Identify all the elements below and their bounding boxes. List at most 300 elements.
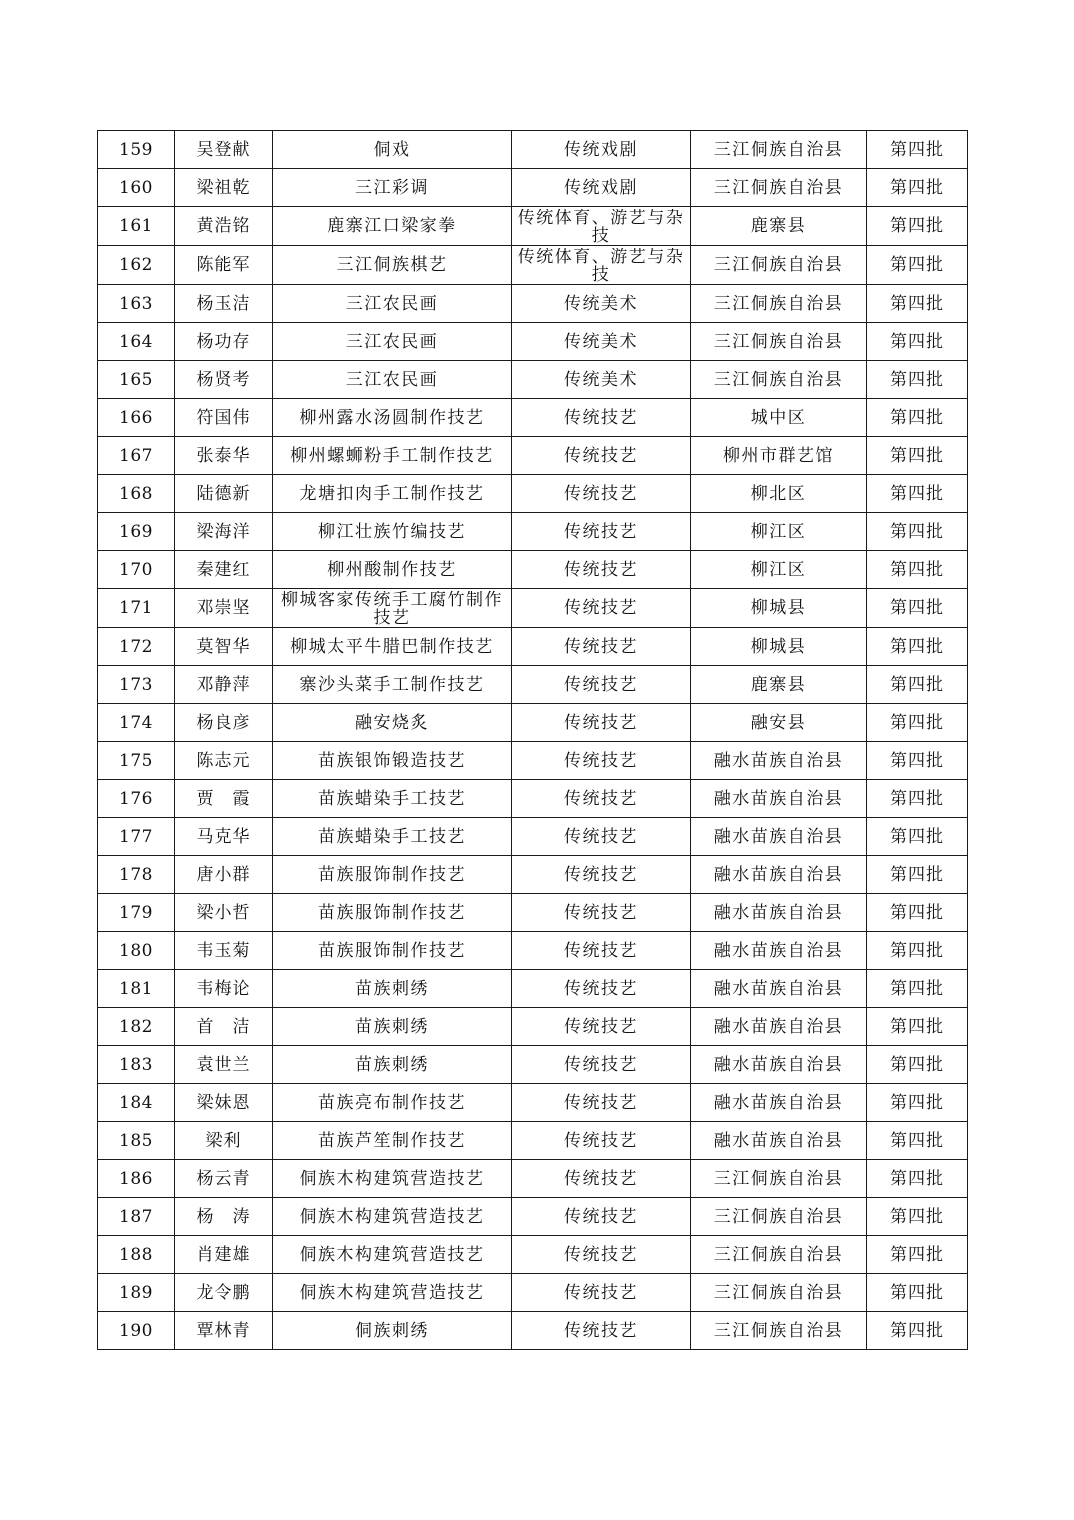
category-cell	[512, 932, 691, 970]
row-number-cell	[98, 818, 175, 856]
applying-unit-cell-text: 三江侗族自治县	[713, 1320, 844, 1341]
applying-unit-cell	[691, 207, 867, 246]
row-number-cell-text: 181	[119, 978, 153, 999]
applying-unit-cell	[691, 856, 867, 894]
row-number-cell	[98, 1160, 175, 1198]
category-cell	[512, 399, 691, 437]
batch-cell	[867, 894, 968, 932]
applying-unit-cell	[691, 1160, 867, 1198]
project-name-cell-text: 苗族银饰锻造技艺	[318, 750, 466, 771]
project-name-cell	[273, 1274, 512, 1312]
row-number-cell-text: 186	[119, 1168, 153, 1189]
project-name-cell-text: 苗族亮布制作技艺	[318, 1092, 466, 1113]
applying-unit-cell	[691, 399, 867, 437]
project-name-cell	[273, 1008, 512, 1046]
category-cell	[512, 780, 691, 818]
applying-unit-cell	[691, 1046, 867, 1084]
batch-cell-text: 第四批	[890, 216, 944, 236]
inheritor-name-cell	[175, 589, 273, 628]
inheritor-name-cell	[175, 1084, 273, 1122]
batch-cell	[867, 285, 968, 323]
row-number-cell-text: 190	[119, 1320, 153, 1341]
batch-cell-text: 第四批	[890, 864, 944, 885]
category-cell	[512, 1122, 691, 1160]
category-cell-text: 传统技艺	[564, 978, 638, 999]
row-number-cell-text: 165	[119, 369, 153, 390]
batch-cell	[867, 323, 968, 361]
row-number-cell	[98, 399, 175, 437]
row-number-cell-text: 174	[119, 712, 153, 733]
project-name-cell-text: 苗族刺绣	[355, 1054, 429, 1075]
table-row	[98, 704, 968, 742]
applying-unit-cell	[691, 513, 867, 551]
batch-cell	[867, 475, 968, 513]
project-name-cell-text: 侗族木构建筑营造技艺	[299, 1206, 485, 1227]
row-number-cell-text: 163	[119, 293, 153, 314]
project-name-cell-text: 苗族蜡染手工技艺	[318, 826, 466, 847]
category-cell	[512, 207, 691, 246]
applying-unit-cell	[691, 361, 867, 399]
category-cell-text: 传统戏剧	[564, 139, 638, 160]
project-name-cell	[273, 246, 512, 285]
row-number-cell	[98, 285, 175, 323]
category-cell-text: 传统技艺	[564, 559, 638, 580]
batch-cell-text: 第四批	[890, 674, 944, 695]
inheritor-name-cell	[175, 323, 273, 361]
applying-unit-cell-text: 融水苗族自治县	[713, 864, 844, 885]
project-name-cell-text: 柳江壮族竹编技艺	[318, 521, 466, 542]
applying-unit-cell	[691, 932, 867, 970]
inheritor-name-cell	[175, 818, 273, 856]
category-cell-text: 传统技艺	[564, 674, 638, 695]
category-cell	[512, 131, 691, 169]
table-row	[98, 131, 968, 169]
project-name-cell-text: 三江农民画	[345, 293, 439, 314]
project-name-cell	[273, 285, 512, 323]
batch-cell	[867, 361, 968, 399]
table-row	[98, 780, 968, 818]
batch-cell-text: 第四批	[890, 1130, 944, 1151]
inheritor-name-cell-text: 覃林青	[196, 1320, 251, 1341]
row-number-cell	[98, 246, 175, 285]
inheritor-name-cell-text: 杨云青	[196, 1168, 251, 1189]
project-name-cell	[273, 1122, 512, 1160]
category-cell-text: 传统美术	[564, 369, 638, 390]
category-cell	[512, 246, 691, 285]
applying-unit-cell-text: 三江侗族自治县	[713, 1206, 844, 1227]
category-cell-text: 传统戏剧	[564, 177, 638, 198]
table-row	[98, 361, 968, 399]
category-cell	[512, 437, 691, 475]
applying-unit-cell	[691, 285, 867, 323]
inheritor-name-cell	[175, 131, 273, 169]
table-row	[98, 856, 968, 894]
row-number-cell	[98, 666, 175, 704]
row-number-cell-text: 185	[119, 1130, 153, 1151]
category-cell	[512, 856, 691, 894]
category-cell	[512, 704, 691, 742]
inheritor-name-cell-text: 陆德新	[196, 483, 251, 504]
category-cell-text: 传统技艺	[564, 902, 638, 923]
applying-unit-cell	[691, 475, 867, 513]
batch-cell	[867, 207, 968, 246]
batch-cell-text: 第四批	[890, 139, 944, 160]
inheritor-name-cell-text: 梁海洋	[196, 521, 251, 542]
category-cell	[512, 742, 691, 780]
project-name-cell	[273, 1236, 512, 1274]
row-number-cell	[98, 323, 175, 361]
project-name-cell-text: 侗族刺绣	[355, 1320, 429, 1341]
category-cell	[512, 970, 691, 1008]
row-number-cell	[98, 589, 175, 628]
applying-unit-cell-text: 鹿寨县	[750, 216, 807, 236]
row-number-cell	[98, 704, 175, 742]
project-name-cell	[273, 894, 512, 932]
table-row	[98, 1122, 968, 1160]
table-row	[98, 323, 968, 361]
inheritor-name-cell	[175, 894, 273, 932]
batch-cell	[867, 970, 968, 1008]
batch-cell-text: 第四批	[890, 788, 944, 809]
batch-cell	[867, 780, 968, 818]
applying-unit-cell	[691, 551, 867, 589]
row-number-cell	[98, 1274, 175, 1312]
applying-unit-cell-text: 融水苗族自治县	[713, 940, 844, 961]
project-name-cell-text: 融安烧炙	[355, 712, 429, 733]
category-cell-text: 传统技艺	[564, 712, 638, 733]
inheritor-name-cell-text: 马克华	[196, 826, 251, 847]
category-cell	[512, 475, 691, 513]
category-cell-text: 传统技艺	[564, 1016, 638, 1037]
category-cell	[512, 1312, 691, 1350]
table-row	[98, 285, 968, 323]
applying-unit-cell-text: 鹿寨县	[750, 674, 807, 695]
row-number-cell	[98, 742, 175, 780]
inheritor-name-cell	[175, 437, 273, 475]
batch-cell	[867, 628, 968, 666]
table-row	[98, 475, 968, 513]
inheritor-name-cell	[175, 361, 273, 399]
applying-unit-cell-text: 柳北区	[750, 483, 807, 504]
project-name-cell-text: 苗族蜡染手工技艺	[318, 788, 466, 809]
project-name-cell-text: 柳城太平牛腊巴制作技艺	[290, 636, 494, 657]
inheritor-name-cell-text: 陈能军	[196, 255, 251, 275]
batch-cell	[867, 399, 968, 437]
row-number-cell-text: 173	[119, 674, 153, 695]
batch-cell-text: 第四批	[890, 826, 944, 847]
row-number-cell-text: 160	[119, 177, 153, 198]
project-name-cell-text: 鹿寨江口梁家拳	[327, 216, 457, 236]
batch-cell-text: 第四批	[890, 978, 944, 999]
project-name-cell-text: 苗族服饰制作技艺	[318, 940, 466, 961]
table-row	[98, 1312, 968, 1350]
applying-unit-cell	[691, 742, 867, 780]
batch-cell	[867, 513, 968, 551]
row-number-cell	[98, 207, 175, 246]
category-cell-text: 传统技艺	[564, 788, 638, 809]
batch-cell-text: 第四批	[890, 1282, 944, 1303]
batch-cell	[867, 1236, 968, 1274]
row-number-cell-text: 176	[119, 788, 153, 809]
project-name-cell-text: 三江农民画	[345, 331, 439, 352]
row-number-cell-text: 178	[119, 864, 153, 885]
project-name-cell-text: 柳州酸制作技艺	[327, 559, 457, 580]
batch-cell	[867, 551, 968, 589]
inheritor-name-cell	[175, 399, 273, 437]
category-cell	[512, 818, 691, 856]
inheritor-name-cell	[175, 742, 273, 780]
batch-cell	[867, 246, 968, 285]
batch-cell-text: 第四批	[890, 1016, 944, 1037]
row-number-cell-text: 177	[119, 826, 153, 847]
applying-unit-cell-text: 融水苗族自治县	[713, 1016, 844, 1037]
category-cell-text: 传统技艺	[564, 1130, 638, 1151]
batch-cell-text: 第四批	[890, 177, 944, 198]
batch-cell	[867, 742, 968, 780]
batch-cell-text: 第四批	[890, 293, 944, 314]
category-cell-text: 传统技艺	[564, 598, 638, 618]
applying-unit-cell-text: 三江侗族自治县	[713, 331, 844, 352]
applying-unit-cell	[691, 628, 867, 666]
row-number-cell	[98, 780, 175, 818]
row-number-cell	[98, 437, 175, 475]
batch-cell	[867, 1160, 968, 1198]
row-number-cell	[98, 628, 175, 666]
applying-unit-cell	[691, 970, 867, 1008]
table-row	[98, 169, 968, 207]
table-row	[98, 513, 968, 551]
table-row	[98, 818, 968, 856]
row-number-cell-text: 187	[119, 1206, 153, 1227]
batch-cell-text: 第四批	[890, 1092, 944, 1113]
row-number-cell	[98, 131, 175, 169]
project-name-cell	[273, 1198, 512, 1236]
project-name-cell	[273, 437, 512, 475]
category-cell	[512, 285, 691, 323]
project-name-cell-text: 寨沙头菜手工制作技艺	[299, 674, 485, 695]
project-name-cell	[273, 1084, 512, 1122]
inheritor-name-cell	[175, 551, 273, 589]
project-name-cell	[273, 589, 512, 628]
applying-unit-cell-text: 融水苗族自治县	[713, 902, 844, 923]
applying-unit-cell	[691, 1312, 867, 1350]
category-cell-text: 传统技艺	[564, 1282, 638, 1303]
applying-unit-cell-text: 柳城县	[750, 598, 807, 618]
inheritor-name-cell	[175, 246, 273, 285]
inheritor-name-cell	[175, 1274, 273, 1312]
applying-unit-cell	[691, 169, 867, 207]
applying-unit-cell-text: 三江侗族自治县	[713, 369, 844, 390]
category-cell	[512, 628, 691, 666]
project-name-cell	[273, 169, 512, 207]
row-number-cell-text: 169	[119, 521, 153, 542]
category-cell	[512, 1046, 691, 1084]
row-number-cell	[98, 169, 175, 207]
inheritor-name-cell-text: 龙令鹏	[196, 1282, 251, 1303]
inheritor-name-cell-text: 贾 霞	[196, 788, 251, 809]
category-cell-text: 传统技艺	[564, 1092, 638, 1113]
inheritor-name-cell-text: 陈志元	[196, 750, 251, 771]
project-name-cell	[273, 780, 512, 818]
category-cell-text: 传统技艺	[564, 636, 638, 657]
inheritor-name-cell	[175, 932, 273, 970]
batch-cell-text: 第四批	[890, 521, 944, 542]
row-number-cell	[98, 932, 175, 970]
row-number-cell-text: 168	[119, 483, 153, 504]
applying-unit-cell	[691, 1274, 867, 1312]
row-number-cell	[98, 1198, 175, 1236]
inheritor-name-cell	[175, 1236, 273, 1274]
applying-unit-cell	[691, 131, 867, 169]
row-number-cell-text: 184	[119, 1092, 153, 1113]
row-number-cell-text: 171	[119, 598, 153, 618]
applying-unit-cell-text: 柳城县	[750, 636, 807, 657]
row-number-cell-text: 172	[119, 636, 153, 657]
inheritor-name-cell	[175, 513, 273, 551]
project-name-cell-text: 三江农民画	[345, 369, 439, 390]
project-name-cell	[273, 323, 512, 361]
applying-unit-cell	[691, 437, 867, 475]
inheritor-name-cell-text: 梁小哲	[196, 902, 251, 923]
batch-cell-text: 第四批	[890, 483, 944, 504]
batch-cell	[867, 1008, 968, 1046]
applying-unit-cell-text: 柳江区	[750, 521, 807, 542]
project-name-cell	[273, 513, 512, 551]
table-row	[98, 1236, 968, 1274]
batch-cell-text: 第四批	[890, 712, 944, 733]
table-row	[98, 894, 968, 932]
inheritor-table	[97, 130, 968, 1350]
applying-unit-cell-text: 融水苗族自治县	[713, 1130, 844, 1151]
table-row	[98, 628, 968, 666]
inheritor-name-cell-text: 杨良彦	[196, 712, 251, 733]
batch-cell-text: 第四批	[890, 636, 944, 657]
inheritor-name-cell-text: 黄浩铭	[196, 216, 251, 236]
table-row	[98, 1084, 968, 1122]
applying-unit-cell-text: 融水苗族自治县	[713, 826, 844, 847]
row-number-cell	[98, 361, 175, 399]
batch-cell-text: 第四批	[890, 445, 944, 466]
batch-cell-text: 第四批	[890, 750, 944, 771]
batch-cell	[867, 818, 968, 856]
inheritor-name-cell	[175, 704, 273, 742]
batch-cell	[867, 437, 968, 475]
batch-cell-text: 第四批	[890, 1054, 944, 1075]
applying-unit-cell-text: 融水苗族自治县	[713, 788, 844, 809]
inheritor-name-cell-text: 袁世兰	[196, 1054, 251, 1075]
category-cell-text: 传统技艺	[564, 750, 638, 771]
category-cell-text: 传统技艺	[564, 940, 638, 961]
applying-unit-cell	[691, 818, 867, 856]
table-row	[98, 1160, 968, 1198]
category-cell	[512, 1008, 691, 1046]
batch-cell-text: 第四批	[890, 1244, 944, 1265]
project-name-cell-text: 苗族芦笙制作技艺	[318, 1130, 466, 1151]
project-name-cell-text: 侗族木构建筑营造技艺	[299, 1168, 485, 1189]
batch-cell-text: 第四批	[890, 369, 944, 390]
applying-unit-cell	[691, 666, 867, 704]
project-name-cell-text: 苗族服饰制作技艺	[318, 864, 466, 885]
inheritor-name-cell	[175, 970, 273, 1008]
inheritor-name-cell	[175, 780, 273, 818]
inheritor-name-cell	[175, 628, 273, 666]
applying-unit-cell	[691, 246, 867, 285]
table-row	[98, 589, 968, 628]
inheritor-name-cell-text: 唐小群	[196, 864, 251, 885]
category-cell-text: 传统技艺	[564, 1320, 638, 1341]
category-cell	[512, 1198, 691, 1236]
project-name-cell	[273, 856, 512, 894]
category-cell-text: 传统技艺	[564, 1206, 638, 1227]
category-cell	[512, 323, 691, 361]
row-number-cell	[98, 475, 175, 513]
project-name-cell-text: 龙塘扣肉手工制作技艺	[299, 483, 485, 504]
inheritor-name-cell-text: 杨玉洁	[196, 293, 251, 314]
inheritor-table-body	[98, 131, 968, 1350]
category-cell	[512, 551, 691, 589]
applying-unit-cell-text: 三江侗族自治县	[713, 1168, 844, 1189]
applying-unit-cell	[691, 1198, 867, 1236]
project-name-cell	[273, 1046, 512, 1084]
row-number-cell	[98, 894, 175, 932]
applying-unit-cell-text: 柳江区	[750, 559, 807, 580]
batch-cell	[867, 589, 968, 628]
inheritor-name-cell	[175, 666, 273, 704]
table-row	[98, 551, 968, 589]
inheritor-name-cell-text: 莫智华	[196, 636, 251, 657]
table-row	[98, 742, 968, 780]
applying-unit-cell	[691, 1236, 867, 1274]
inheritor-name-cell	[175, 1198, 273, 1236]
project-name-cell-text: 三江侗族棋艺	[336, 255, 448, 275]
row-number-cell	[98, 1312, 175, 1350]
applying-unit-cell	[691, 704, 867, 742]
category-cell	[512, 361, 691, 399]
project-name-cell-text: 柳州螺蛳粉手工制作技艺	[290, 445, 494, 466]
batch-cell-text: 第四批	[890, 407, 944, 428]
inheritor-name-cell	[175, 169, 273, 207]
category-cell-text: 传统技艺	[564, 1244, 638, 1265]
project-name-cell	[273, 399, 512, 437]
project-name-cell	[273, 666, 512, 704]
row-number-cell	[98, 970, 175, 1008]
category-cell-text: 传统技艺	[564, 445, 638, 466]
applying-unit-cell-text: 三江侗族自治县	[713, 1244, 844, 1265]
batch-cell	[867, 1084, 968, 1122]
batch-cell	[867, 666, 968, 704]
row-number-cell-text: 166	[119, 407, 153, 428]
inheritor-name-cell	[175, 475, 273, 513]
table-row	[98, 1008, 968, 1046]
category-cell-text: 传统技艺	[564, 1054, 638, 1075]
applying-unit-cell	[691, 589, 867, 628]
row-number-cell	[98, 856, 175, 894]
applying-unit-cell	[691, 1122, 867, 1160]
table-row	[98, 246, 968, 285]
batch-cell	[867, 1198, 968, 1236]
row-number-cell	[98, 513, 175, 551]
inheritor-name-cell	[175, 856, 273, 894]
batch-cell	[867, 1274, 968, 1312]
inheritor-name-cell-text: 秦建红	[196, 559, 251, 580]
project-name-cell	[273, 551, 512, 589]
inheritor-name-cell	[175, 1160, 273, 1198]
batch-cell	[867, 1312, 968, 1350]
category-cell	[512, 1274, 691, 1312]
batch-cell	[867, 856, 968, 894]
project-name-cell-text: 柳州露水汤圆制作技艺	[299, 407, 485, 428]
project-name-cell	[273, 1312, 512, 1350]
